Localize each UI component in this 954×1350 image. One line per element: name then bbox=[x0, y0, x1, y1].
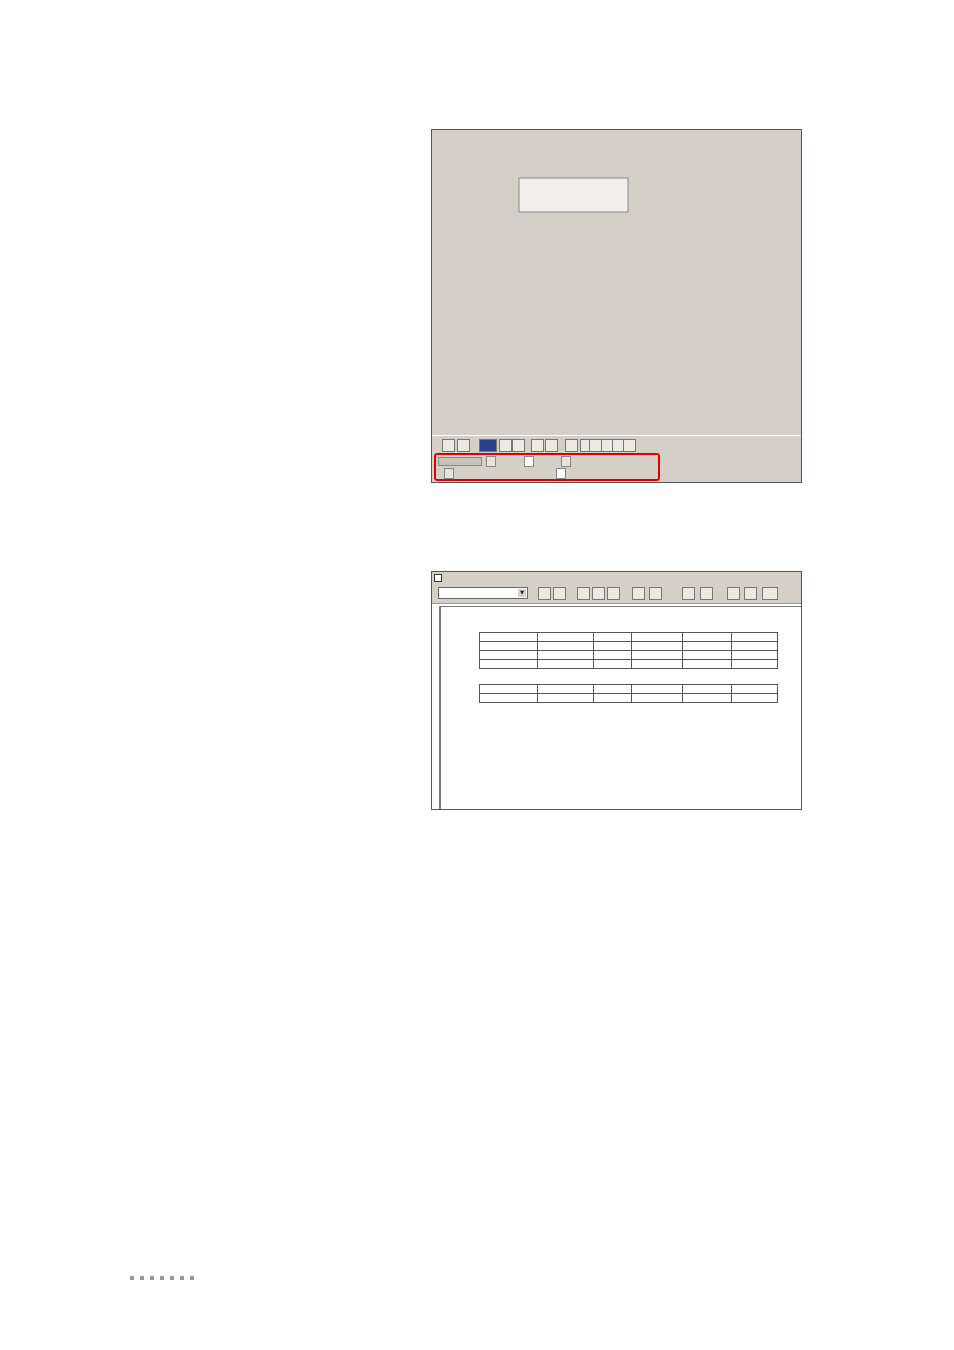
table-cell bbox=[632, 660, 683, 669]
save-icon[interactable] bbox=[499, 439, 512, 452]
camera-icon[interactable] bbox=[442, 439, 455, 452]
print-icon[interactable] bbox=[727, 587, 740, 600]
open-icon[interactable] bbox=[553, 587, 566, 600]
table-cell bbox=[683, 685, 732, 694]
table-row bbox=[480, 660, 778, 669]
help-icon[interactable] bbox=[623, 439, 636, 452]
table-cell bbox=[594, 660, 632, 669]
new-icon[interactable] bbox=[538, 587, 551, 600]
table-cell bbox=[632, 633, 683, 642]
table-row bbox=[480, 651, 778, 660]
table-row bbox=[480, 642, 778, 651]
tabs-highlight-box bbox=[434, 453, 660, 481]
plot-toolbar bbox=[432, 435, 801, 455]
menu-bar bbox=[432, 572, 801, 584]
color-icon[interactable] bbox=[479, 439, 497, 452]
table-cell bbox=[732, 633, 778, 642]
table-cell bbox=[594, 651, 632, 660]
table-cell bbox=[538, 642, 594, 651]
table-cell bbox=[683, 660, 732, 669]
tool-icon-4[interactable] bbox=[632, 587, 645, 600]
zoom-icon[interactable] bbox=[565, 439, 578, 452]
chevron-down-icon: ▼ bbox=[518, 589, 526, 597]
footer-dots bbox=[130, 1276, 194, 1280]
table-cell bbox=[538, 694, 594, 703]
linearity-chart bbox=[432, 130, 801, 435]
table-cell bbox=[732, 651, 778, 660]
tool-icon-8[interactable] bbox=[744, 587, 757, 600]
table-cell bbox=[594, 642, 632, 651]
table-cell bbox=[594, 633, 632, 642]
table-row bbox=[480, 685, 778, 694]
table-icon[interactable] bbox=[545, 439, 558, 452]
reference-dates-table bbox=[479, 684, 778, 703]
usp-icon[interactable] bbox=[762, 587, 778, 600]
table-cell bbox=[538, 633, 594, 642]
tool-icon-1[interactable] bbox=[577, 587, 590, 600]
print-icon[interactable] bbox=[457, 439, 470, 452]
table-cell bbox=[632, 694, 683, 703]
table-cell bbox=[683, 642, 732, 651]
table-cell bbox=[480, 642, 538, 651]
export-icon[interactable] bbox=[512, 439, 525, 452]
table-row bbox=[480, 694, 778, 703]
fit-result-box bbox=[519, 178, 628, 212]
tool-icon-5[interactable] bbox=[649, 587, 662, 600]
table-cell bbox=[683, 694, 732, 703]
grid-icon[interactable] bbox=[531, 439, 544, 452]
table-cell bbox=[480, 660, 538, 669]
table-row bbox=[480, 633, 778, 642]
table-cell bbox=[538, 660, 594, 669]
table-cell bbox=[632, 651, 683, 660]
table-cell bbox=[732, 694, 778, 703]
table-cell bbox=[732, 642, 778, 651]
app-icon bbox=[434, 574, 442, 582]
table-cell bbox=[683, 651, 732, 660]
table-cell bbox=[480, 694, 538, 703]
table-cell bbox=[732, 685, 778, 694]
table-cell bbox=[480, 633, 538, 642]
table-cell bbox=[632, 642, 683, 651]
tool-icon-3[interactable] bbox=[607, 587, 620, 600]
table-cell bbox=[538, 685, 594, 694]
table-cell bbox=[732, 660, 778, 669]
table-cell bbox=[538, 651, 594, 660]
table-cell bbox=[480, 685, 538, 694]
table-cell bbox=[683, 633, 732, 642]
report-area bbox=[439, 606, 801, 809]
product-select[interactable] bbox=[438, 587, 528, 599]
table-cell bbox=[594, 685, 632, 694]
tool-icon-7[interactable] bbox=[700, 587, 713, 600]
toolbar-row bbox=[432, 584, 801, 604]
tool-icon-2[interactable] bbox=[592, 587, 605, 600]
instrument-info-table bbox=[479, 632, 778, 669]
section-heading bbox=[90, 968, 170, 989]
table-cell bbox=[594, 694, 632, 703]
linearity-results-window bbox=[431, 571, 802, 810]
table-cell bbox=[480, 651, 538, 660]
linearity-plot-window bbox=[431, 129, 802, 483]
table-cell bbox=[632, 685, 683, 694]
tool-icon-6[interactable] bbox=[682, 587, 695, 600]
